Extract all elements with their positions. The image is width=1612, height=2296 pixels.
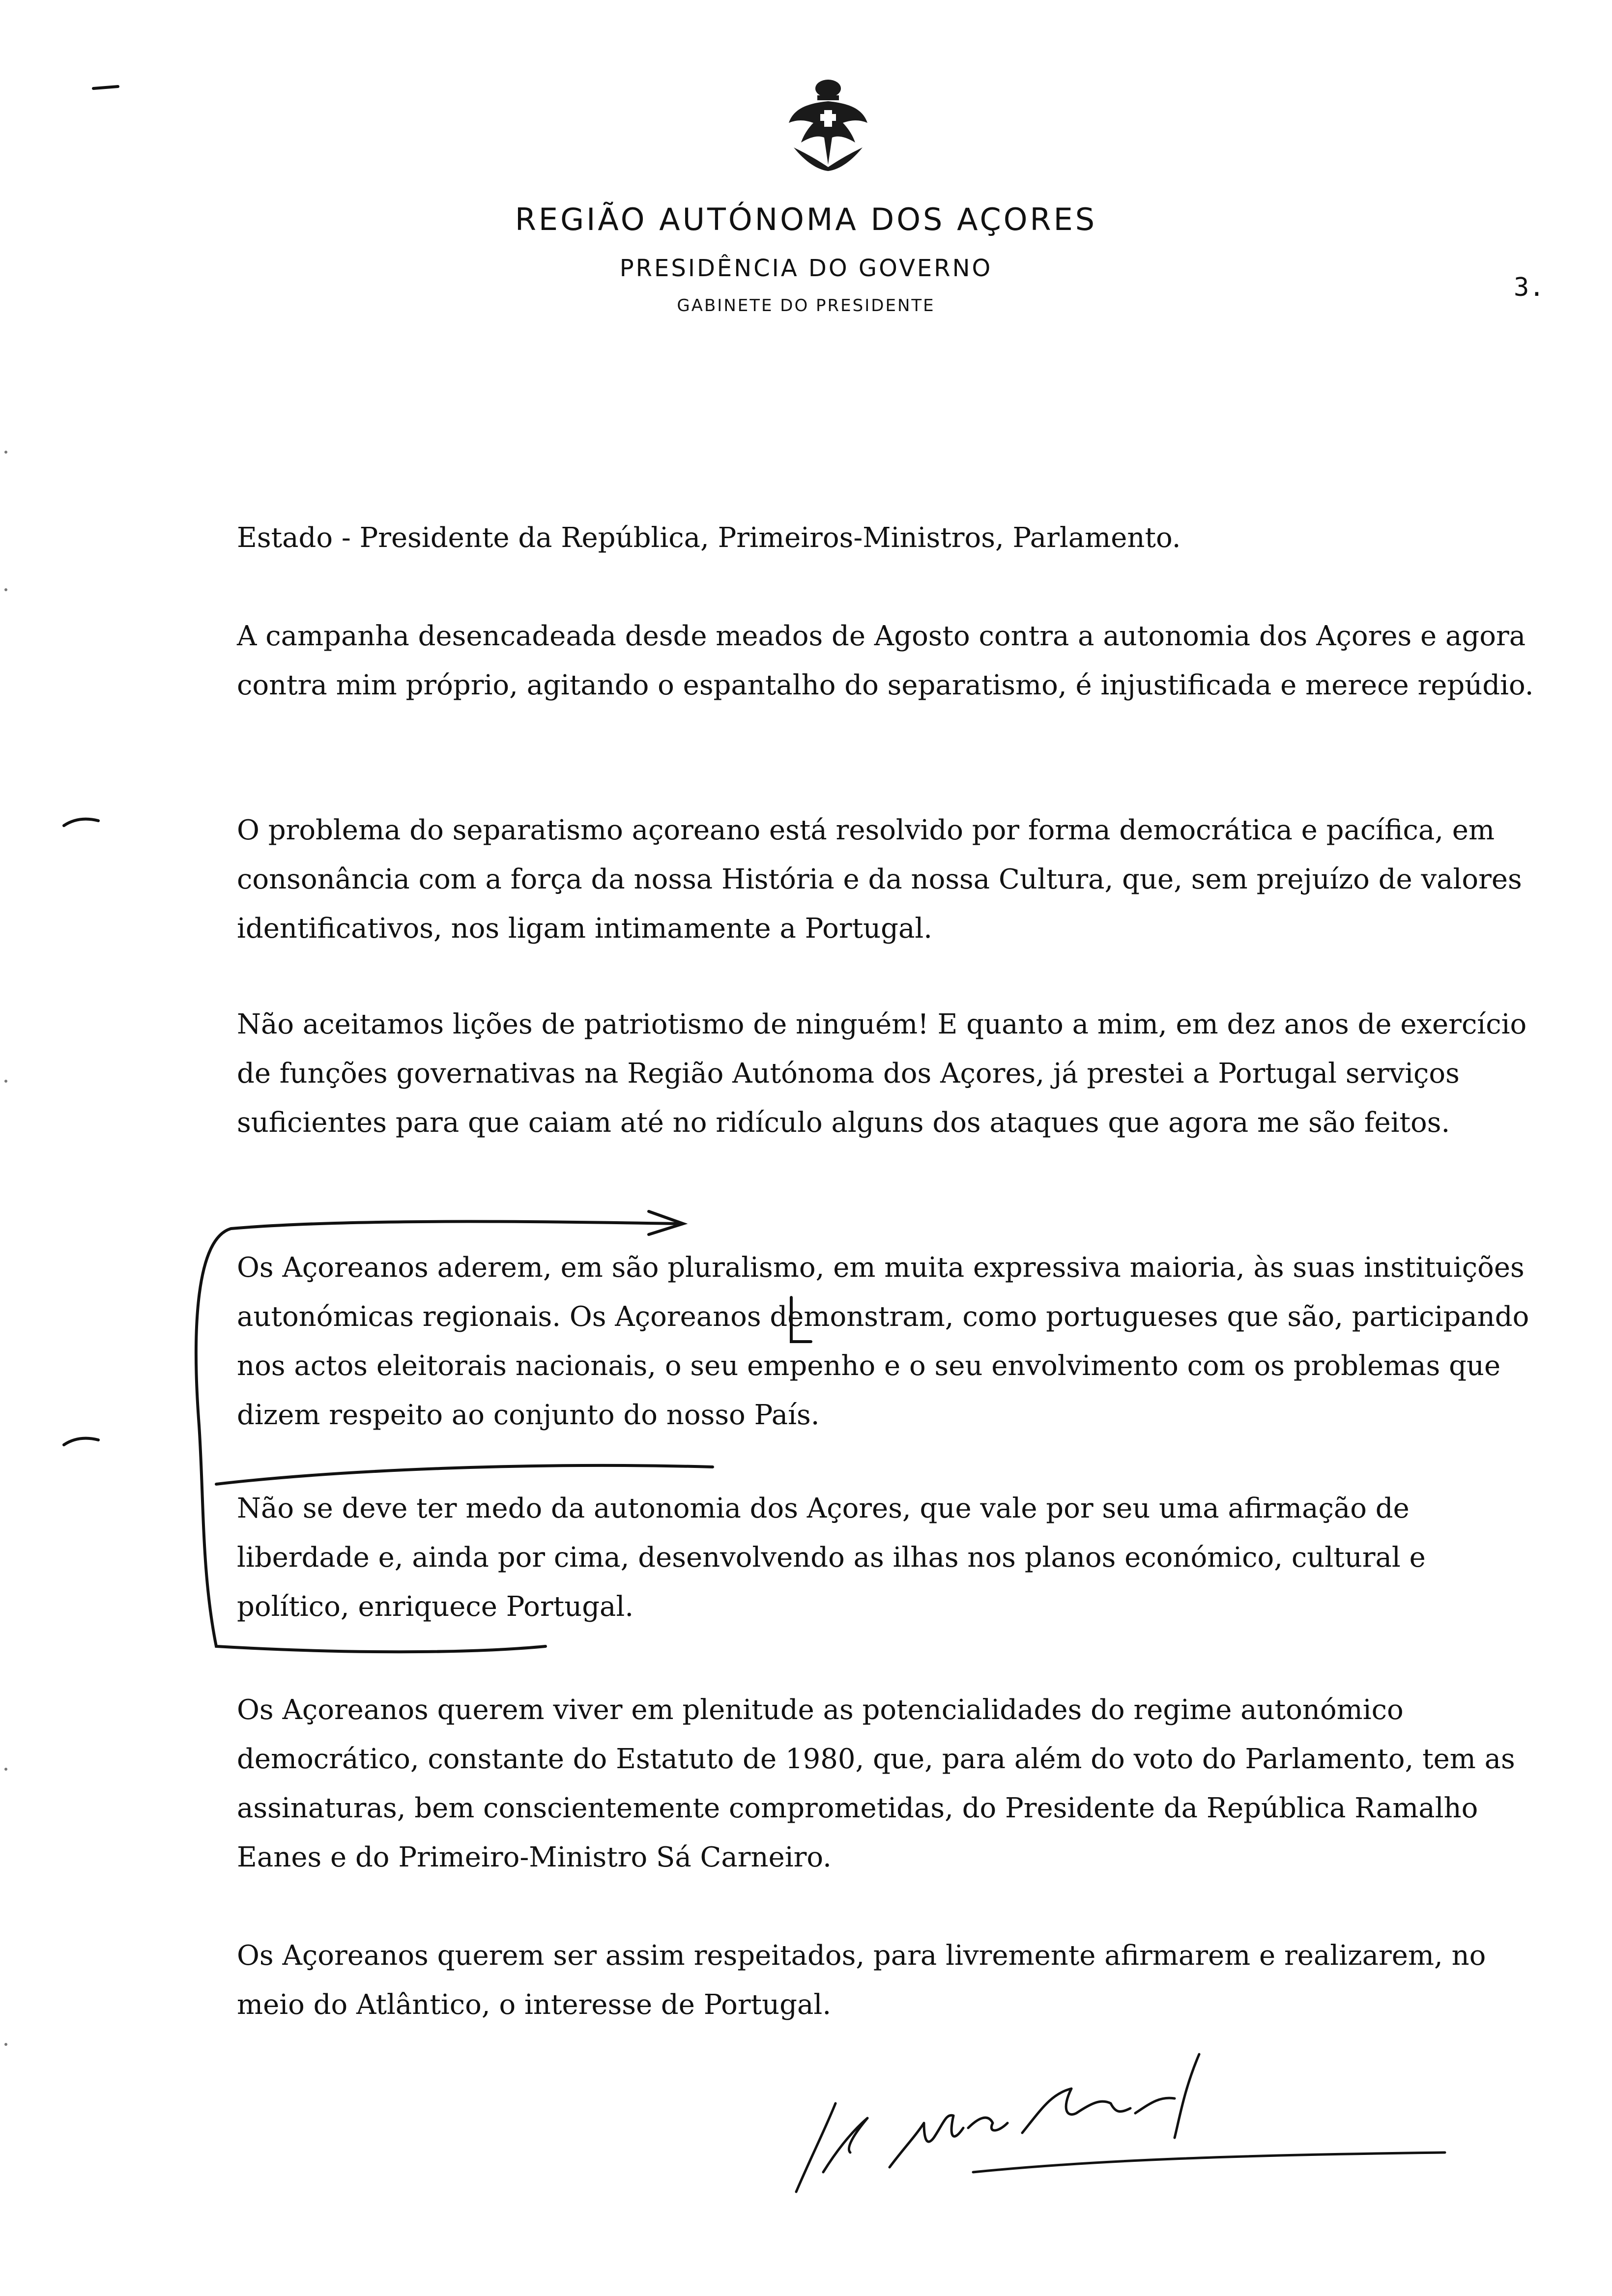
annotation-bracket [196,1229,546,1652]
region-title: REGIÃO AUTÓNOMA DOS AÇORES [515,201,1097,237]
paragraph-1: Estado - Presidente da República, Primeiros-Ministros, Parlamento. [237,522,1181,554]
paragraph-7: Os Açoreanos querem viver em plenitude as potencialidades do regime autonómico democrático, constante do Estatuto de 1980, que, para além do voto do Parlamento, tem as assinaturas, bem conscientemente comprometidas, do Presidente da República Ramalho Eanes e do Primeiro-Ministro Sá Carneiro. [237,1694,1515,1873]
handwritten-signature [777,1990,1474,2197]
corner-mark [93,86,118,88]
cabinet-title: GABINETE DO PRESIDENTE [677,296,935,316]
margin-mark-1 [64,819,98,826]
paragraph-2: A campanha desencadeada desde meados de Agosto contra a autonomia dos Açores e agora contra mim próprio, agitando o espantalho do separatismo, é injustificada e merece repúdio. [237,620,1534,701]
paragraph-6: Não se deve ter medo da autonomia dos Açores, que vale por seu uma afirmação de liberdade e, ainda por cima, desenvolvendo as ilhas nos planos económico, cultural e político, enriquece Portugal. [237,1492,1426,1623]
presidency-title: PRESIDÊNCIA DO GOVERNO [619,255,993,282]
paragraph-5: Os Açoreanos aderem, em são pluralismo, em muita expressiva maioria, às suas instituições autonómicas regionais. Os Açoreanos demonstram, como portugueses que são, participando nos actos eleitorais nacionais, o seu empenho e o seu envolvimento com os problemas que dizem respeito ao conjunto do nosso País. [237,1252,1529,1431]
paragraph-3: O problema do separatismo açoreano está resolvido por forma democrática e pacífica, em consonância com a força da nossa História e da nossa Cultura, que, sem prejuízo de valores identificativos, nos ligam intimamente a Portugal. [237,814,1522,945]
paragraph-4: Não aceitamos lições de patriotismo de ninguém! E quanto a mim, em dez anos de exercício de funções governativas na Região Autónoma dos Açores, já prestei a Portugal serviços suficientes para que caiam até no ridículo alguns dos ataques que agora me são feitos. [237,1008,1527,1139]
scan-edge-marks [0,0,29,2296]
annotation-underline [216,1465,713,1484]
paragraph-8: Os Açoreanos querem ser assim respeitados, para livremente afirmarem e realizarem, no meio do Atlântico, o interesse de Portugal. [237,1940,1486,2021]
page-number: 3. [1514,273,1545,302]
annotation-insert-mark [791,1297,811,1342]
margin-mark-2 [64,1438,98,1445]
annotation-arrow-line [231,1222,678,1229]
